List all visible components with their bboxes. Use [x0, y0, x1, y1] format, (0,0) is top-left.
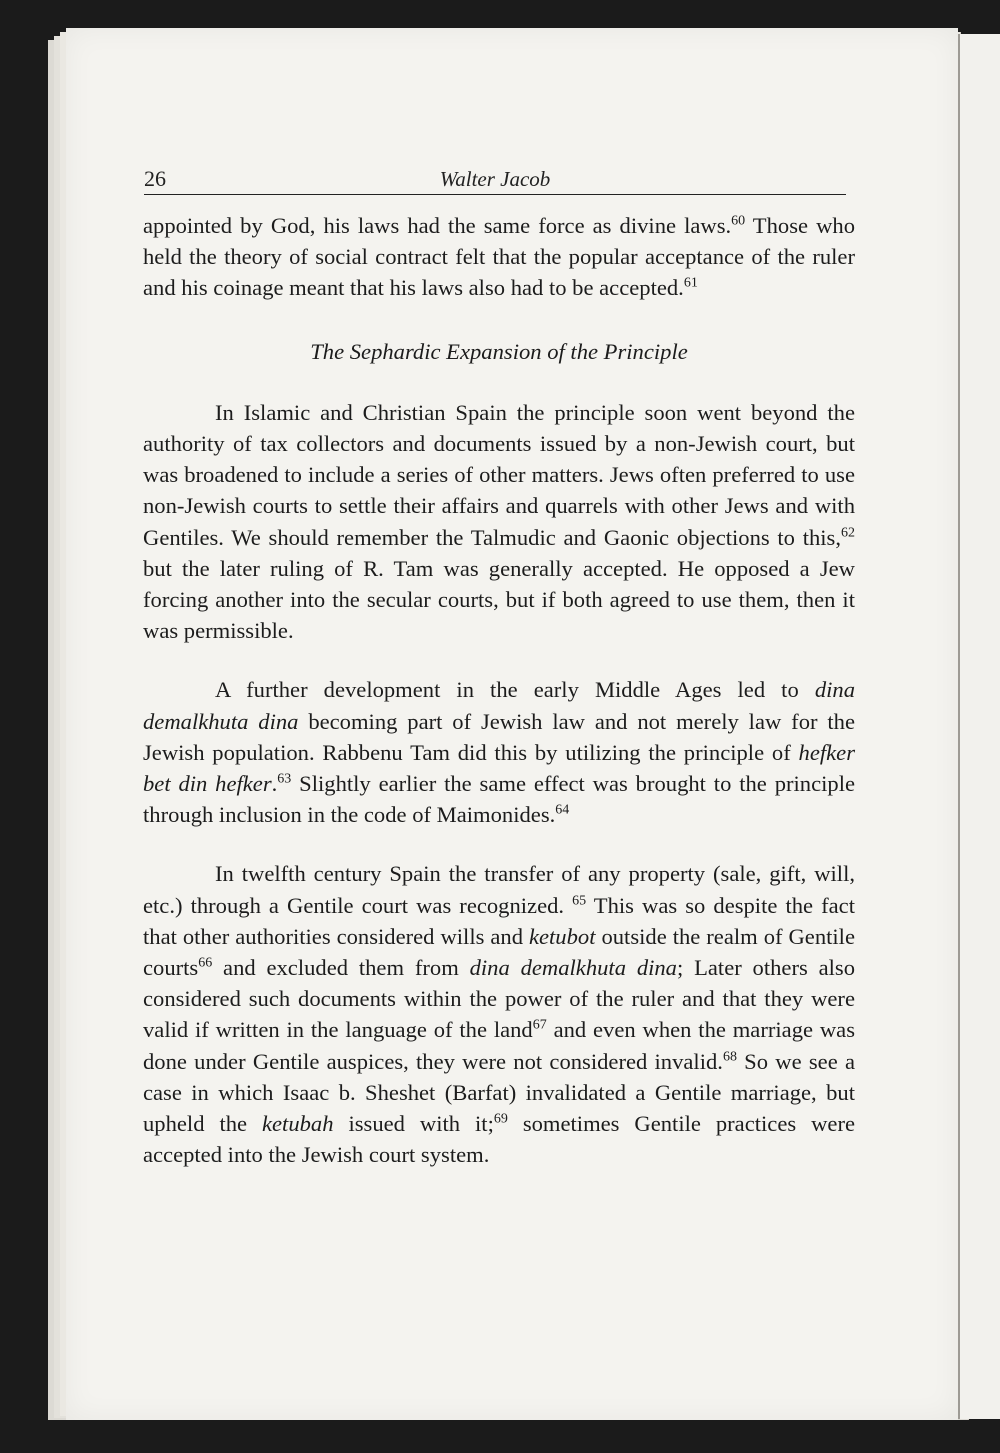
page-number: 26: [144, 166, 166, 191]
text-run: and excluded them from: [212, 955, 470, 981]
paragraph-2: [143, 397, 855, 647]
footnote-ref: 62: [841, 525, 855, 541]
text-run: Those who held the theory of social contract felt that the popular acceptance of the ruler and his coinage meant that his laws also had to be accepted.: [143, 213, 856, 301]
text-run: and even when the marriage was done under Gentile auspices, they were not considered invalid.: [143, 1017, 855, 1074]
footnote-ref: 69: [493, 1111, 508, 1127]
text-run: sometimes Gentile practices were accepted into the Jewish court system.: [143, 1111, 855, 1168]
page-body: [143, 210, 855, 1170]
running-head: Walter Jacob: [439, 167, 551, 191]
page-header: [144, 164, 846, 195]
footnote-ref: 65: [572, 893, 587, 909]
text-run: Slightly earlier the same effect was brought to the principle through inclusion in the code of Maimonides.: [143, 771, 855, 828]
text-run: issued with it;: [333, 1111, 494, 1137]
italic-term: ketubot: [528, 923, 596, 949]
italic-term: hefker bet din hefker: [143, 739, 855, 797]
footnote-ref: 68: [722, 1049, 737, 1065]
section-heading: The Sephardic Expansion of the Principle: [310, 338, 688, 364]
footnote-ref: 67: [532, 1017, 547, 1033]
footnote-ref: 63: [277, 771, 292, 787]
italic-term: dina demalkhuta dina: [469, 955, 677, 981]
paragraph-4: [143, 858, 855, 1170]
italic-term: ketubah: [262, 1111, 334, 1137]
italic-term: dina demalkhuta dina: [143, 677, 855, 734]
text-run: This was so despite the fact that other authorities considered wills and: [143, 892, 855, 949]
text-run: but the later ruling of R. Tam was generally accepted. He opposed a Jew forcing another into the secular courts, but if both agreed to use them, then it was permissible.: [143, 555, 855, 644]
text-run: .: [271, 771, 278, 797]
footnote-ref: 64: [555, 802, 570, 818]
footnote-ref: 60: [731, 213, 746, 229]
footnote-ref: 61: [683, 275, 698, 291]
footnote-ref: 66: [198, 955, 213, 971]
text-run: outside the realm of Gentile courts: [143, 923, 855, 981]
text-run: In Islamic and Christian Spain the principle soon went beyond the authority of tax collectors and documents issued by a non-Jewish court, but was broadened to include a series of other matters. Jews often preferred to use non-Jewish courts to settle their affairs and quarrels with other Jews and with Gentiles. We should remember the Talmudic and Gaonic objections to this,: [143, 399, 855, 550]
text-run: appointed by God, his laws had the same force as divine laws.: [143, 213, 732, 238]
text-run: So we see a case in which Isaac b. Sheshet (Barfat) invalidated a Gentile marriage, but upheld the: [143, 1048, 855, 1137]
paragraph-3: [143, 674, 855, 830]
text-run: A further development in the early Middle Ages led to: [215, 677, 815, 703]
text-run: becoming part of Jewish law and not merely law for the Jewish population. Rabbenu Tam did this by utilizing the principle of: [143, 708, 855, 765]
facing-page-edge: [958, 34, 1000, 1419]
text-run: In twelfth century Spain the transfer of any property (sale, gift, will, etc.) through a Gentile court was recognized.: [143, 861, 855, 918]
paragraph-1: [143, 210, 855, 304]
text-run: ; Later others also considered such documents within the power of the ruler and that they were valid if written in the language of the land: [143, 955, 855, 1043]
